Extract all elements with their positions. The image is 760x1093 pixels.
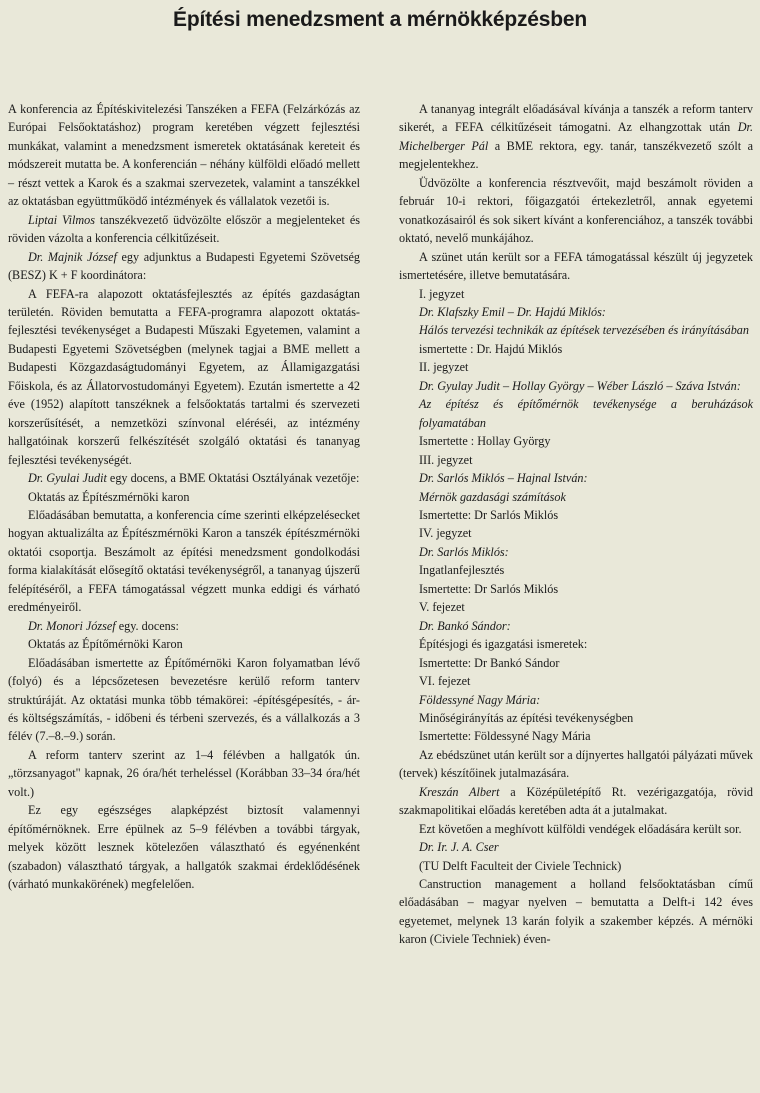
paragraph-text: Az ebédszünet után került sor a díjnyertes hallgatói pályázati művek (tervek) készítőinek jutalmazására. bbox=[399, 747, 753, 781]
paragraph-text: Üdvözölte a konferencia résztvevőit, majd beszámolt röviden a február 10-i rektori, főigazgatói értekezletről, annak egyetemi vonatkozásairól és sok sikert kívánt a konferenciához, a tanszék további oktató, nevelő munkájához. bbox=[399, 175, 753, 246]
person-name: Dr. Michelberger Pál bbox=[399, 120, 753, 153]
right-paragraph bbox=[399, 561, 753, 579]
right-paragraph bbox=[399, 358, 753, 376]
left-paragraph bbox=[8, 100, 360, 211]
paragraph-text: Minőségirányítás az építési tevékenységben bbox=[419, 710, 634, 725]
right-paragraph bbox=[399, 654, 753, 672]
paragraph-text: III. jegyzet bbox=[419, 452, 473, 467]
left-paragraph bbox=[8, 285, 360, 470]
right-paragraph bbox=[399, 709, 753, 727]
right-paragraph bbox=[399, 303, 753, 321]
paragraph-text: a BME rektora, egy. tanár, tanszékvezető szólt a megjelentekhez. bbox=[399, 138, 753, 172]
paragraph-text: V. fejezet bbox=[419, 600, 465, 615]
paragraph-text: Előadásában bemutatta, a konferencia címe szerinti elképzelésecket hogyan aktualizálta az Építészmérnöki Karon a tanszék építészmérnöki oktatói csoportja. Beszámolt az építési menedzsment gondolkodási forma kialakítását elősegítő oktatási tevékenységről, a tananyag újszerű felépítéséről, a FEFA támogatással végzett munka eddigi és várható eredményeiről. bbox=[8, 507, 360, 615]
right-paragraph bbox=[399, 857, 753, 875]
paragraph-text: VI. fejezet bbox=[419, 674, 471, 689]
left-paragraph bbox=[8, 654, 360, 746]
right-column bbox=[399, 100, 753, 949]
paragraph-text: egy. docens: bbox=[115, 618, 179, 633]
left-paragraph bbox=[8, 506, 360, 617]
paragraph-text: A tananyag integrált előadásával kívánja a tanszék a reform tanterv sikerét, a FEFA célkitűzéseit támogatni. Az elhangzottak után bbox=[399, 102, 753, 135]
right-paragraph bbox=[399, 820, 753, 838]
left-paragraph bbox=[8, 248, 360, 285]
right-paragraph bbox=[399, 598, 753, 616]
paragraph-text: Ismertette: Földessyné Nagy Mária bbox=[419, 729, 591, 744]
right-paragraph bbox=[399, 340, 753, 358]
left-paragraph bbox=[8, 488, 360, 506]
right-paragraph bbox=[399, 524, 753, 542]
left-paragraph bbox=[8, 469, 360, 487]
person-name: Hálós tervezési technikák az építések tervezésében és irányításában bbox=[419, 323, 749, 338]
left-paragraph bbox=[8, 617, 360, 635]
right-paragraph bbox=[399, 746, 753, 783]
person-name: Liptai Vilmos bbox=[28, 212, 95, 227]
paragraph-text: egy adjunktus a Budapesti Egyetemi Szövetség (BESZ) K + F koordinátora: bbox=[8, 249, 360, 283]
person-name: Kreszán Albert bbox=[419, 784, 500, 799]
paragraph-text: Oktatás az Építészmérnöki karon bbox=[28, 489, 190, 504]
paragraph-text: I. jegyzet bbox=[419, 286, 465, 301]
paragraph-text: Ismertette: Dr Sarlós Miklós bbox=[419, 581, 559, 596]
paragraph-text: Ingatlanfejlesztés bbox=[419, 563, 505, 578]
paragraph-text: IV. jegyzet bbox=[419, 526, 472, 541]
person-name: Dr. Gyulai Judit bbox=[28, 471, 107, 486]
paragraph-text: A konferencia az Építéskivitelezési Tanszéken a FEFA (Felzárkózás az Európai Felsőoktatáshoz) program keretében végzett fejlesztési munkákat, valamint a menedzsment ismeretek oktatásának kereteit és módszereit mutatta be. A konferencián – néhány külföldi előadó mellett – részt vettek a Karok és a szakmai szervezetek, valamint a tanszékkel az oktatásban együttműködő intézmények és vállalatok vezetői is. bbox=[8, 102, 360, 209]
right-paragraph bbox=[399, 727, 753, 745]
left-column bbox=[8, 100, 360, 893]
person-name: Dr. Ir. J. A. Cser bbox=[419, 840, 499, 855]
right-paragraph bbox=[399, 321, 753, 339]
paragraph-text: A reform tanterv szerint az 1–4 félévben a hallgatók ún. „törzsanyagot" kapnak, 26 óra/hét terheléssel (Korábban 33–34 óra/hét volt.) bbox=[8, 747, 360, 799]
right-paragraph bbox=[399, 395, 753, 432]
paragraph-text: Előadásában ismertette az Építőmérnöki Karon folyamatban lévő (folyó) és a lépcsőzetesen bevezetésre kerülő reform tanterv struktúráját. Az oktatási munka több témakörei: -építésgépesítés, - ár- és költségszámítás, - időbeni és térbeni szervezés, és a vállalkozás a 3 félév (7.–8.–9.) során. bbox=[8, 655, 360, 744]
person-name: Mérnök gazdasági számítások bbox=[419, 489, 566, 504]
person-name: Dr. Monori József bbox=[28, 618, 116, 633]
right-paragraph bbox=[399, 543, 753, 561]
paragraph-text: Ismertette : Hollay György bbox=[419, 434, 551, 449]
article-title: Építési menedzsment a mérnökképzésben bbox=[173, 8, 587, 31]
right-paragraph bbox=[399, 100, 753, 174]
paragraph-text: (TU Delft Faculteit der Civiele Technick) bbox=[419, 858, 622, 873]
right-paragraph bbox=[399, 451, 753, 469]
paragraph-text: tanszékvezető üdvözölte először a megjelenteket és röviden vázolta a konferencia célkitűzéseit. bbox=[8, 212, 361, 246]
right-paragraph bbox=[399, 248, 753, 285]
right-paragraph bbox=[399, 469, 753, 487]
paragraph-text: Ezt követően a meghívott külföldi vendégek előadására került sor. bbox=[419, 821, 742, 836]
left-paragraph bbox=[8, 635, 360, 653]
right-paragraph bbox=[399, 285, 753, 303]
paragraph-text: A szünet után került sor a FEFA támogatással készült új jegyzetek ismertetésére, illetve bemutatására. bbox=[399, 249, 753, 283]
right-paragraph bbox=[399, 488, 753, 506]
person-name: Dr. Gyulay Judit – Hollay György – Wéber László – Száva István: bbox=[419, 378, 741, 393]
person-name: Földessyné Nagy Mária: bbox=[419, 692, 541, 707]
paragraph-text: Ez egy egészséges alapképzést biztosít valamennyi építőmérnöknek. Erre épülnek az 5–9 félévben a további tárgyak, melyek között lesznek kötelezően választható és egyénenként (szabadon) választható tárgyak, a hallgatók szakmai érdeklődésének (várható munkakörének) megfelelően. bbox=[8, 803, 360, 892]
right-paragraph bbox=[399, 672, 753, 690]
person-name: Dr. Majnik József bbox=[28, 249, 117, 264]
paragraph-text: a Középületépítő Rt. vezérigazgatója, rövid szakmapolitikai előadás keretében adta át a jutalmakat. bbox=[399, 784, 753, 818]
paragraph-text: A FEFA-ra alapozott oktatásfejlesztés az építés gazdaságtan területén. Röviden bemutatta a FEFA-programra alapozott oktatás-fejlesztési tevékenységet a Budapesti Műszaki Egyetemen, valamint a Budapesti Egyetemi Szövetségben (melynek tagjai a BME mellett a Budapesti Közgazdaságtudományi Egyetem, az Államigazgatási Főiskola, és az Állatorvostudományi Egyetem). Ezután ismertette a 42 éve (1952) alapított tanszéknek a felsőoktatás tartalmi és szervezeti korszerűsítését, a nemzetközi színvonal eléréséi, az intézmény hallgatóinak korszerű felkészítését szolgáló oktatási és tananyag fejlesztési tevékenységét. bbox=[8, 286, 360, 467]
right-paragraph bbox=[399, 838, 753, 856]
right-paragraph bbox=[399, 506, 753, 524]
left-paragraph bbox=[8, 801, 360, 893]
person-name: Dr. Bankó Sándor: bbox=[419, 618, 511, 633]
paragraph-text: Oktatás az Építőmérnöki Karon bbox=[28, 637, 183, 652]
right-paragraph bbox=[399, 691, 753, 709]
left-paragraph bbox=[8, 746, 360, 801]
person-name: Dr. Sarlós Miklós: bbox=[419, 544, 509, 559]
right-paragraph bbox=[399, 377, 753, 395]
paragraph-text: Ismertette: Dr Sarlós Miklós bbox=[419, 507, 559, 522]
right-paragraph bbox=[399, 580, 753, 598]
paragraph-text: Építésjogi és igazgatási ismeretek: bbox=[419, 637, 588, 652]
left-paragraph bbox=[8, 211, 360, 248]
paragraph-text: Canstruction management a holland felsőoktatásban című előadásában – magyar nyelven – bemutatta a Delft-i 142 éves egyetemet, melynek 13 karán folyik a szakember képzés. A mérnöki karon (Civiele Techniek) éven- bbox=[399, 877, 753, 947]
paragraph-text: II. jegyzet bbox=[419, 360, 469, 375]
paragraph-text: egy docens, a BME Oktatási Osztályának vezetője: bbox=[106, 471, 360, 486]
person-name: Az építész és építőmérnök tevékenysége a beruházások folyamatában bbox=[419, 397, 753, 430]
right-paragraph bbox=[399, 432, 753, 450]
right-paragraph bbox=[399, 617, 753, 635]
right-paragraph bbox=[399, 875, 753, 949]
person-name: Dr. Sarlós Miklós – Hajnal István: bbox=[419, 471, 588, 486]
paragraph-text: Ismertette: Dr Bankó Sándor bbox=[419, 655, 560, 670]
paragraph-text: ismertette : Dr. Hajdú Miklós bbox=[419, 341, 563, 356]
right-paragraph bbox=[399, 174, 753, 248]
right-paragraph bbox=[399, 783, 753, 820]
right-paragraph bbox=[399, 635, 753, 653]
person-name: Dr. Klafszky Emil – Dr. Hajdú Miklós: bbox=[419, 304, 606, 319]
